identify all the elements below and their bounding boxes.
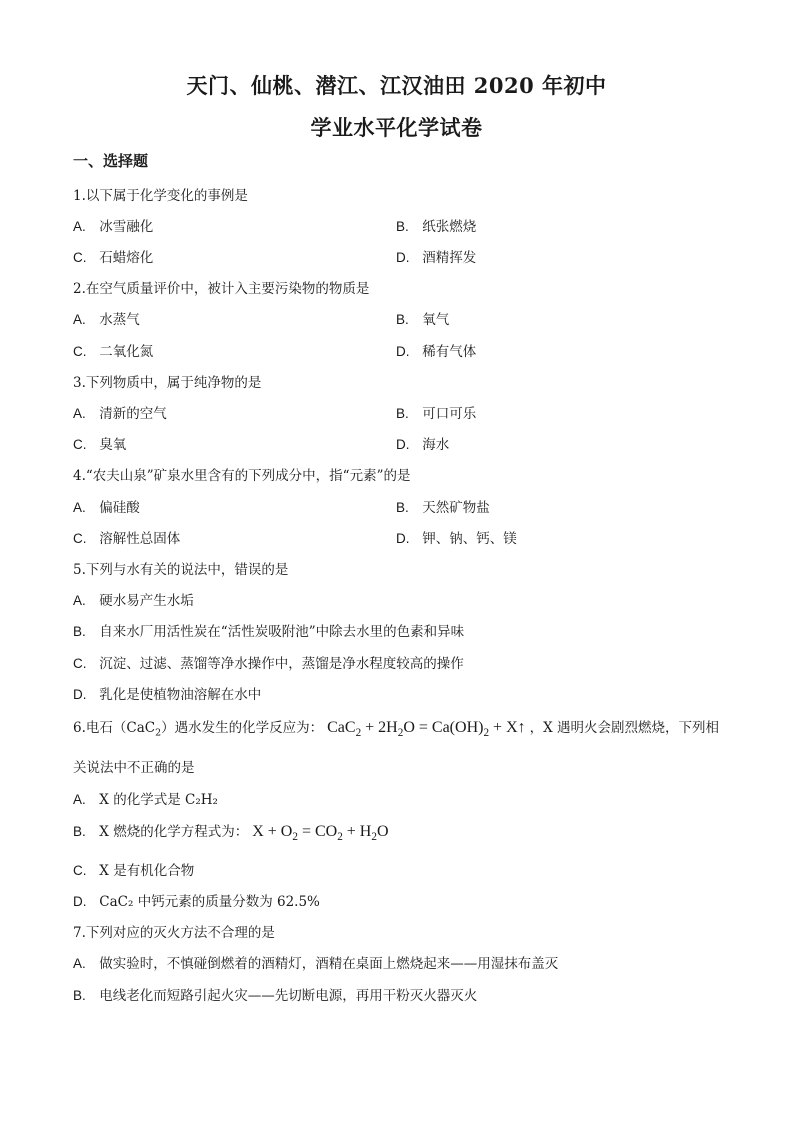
- question-6-option-c: C. X 是有机化合物: [73, 863, 195, 879]
- question-1-option-c: C. 石蜡熔化: [73, 250, 154, 266]
- question-6-option-d: D. CaC₂ 中钙元素的质量分数为 62.5%: [73, 894, 320, 910]
- question-4-option-b: B. 天然矿物盐: [396, 500, 490, 516]
- question-7-option-b: B. 电线老化而短路引起火灾——先切断电源，再用干粉灭火器灭火: [73, 988, 478, 1004]
- question-2-option-a: A. 水蒸气: [73, 312, 140, 328]
- question-4-option-a: A. 偏硅酸: [73, 500, 140, 516]
- question-2-option-c: C. 二氧化氮: [73, 344, 154, 360]
- question-7-stem: 7.下列对应的灭火方法不合理的是: [73, 925, 275, 941]
- question-3-stem: 3.下列物质中，属于纯净物的是: [73, 375, 262, 391]
- combustion-equation: $X + O_2 = CO_2 + H_2O$: [252, 823, 389, 844]
- section-heading: 一、选择题: [73, 152, 149, 170]
- question-1-option-d: D. 酒精挥发: [396, 250, 477, 266]
- question-5-option-b: B. 自来水厂用活性炭在“活性炭吸附池”中除去水里的色素和异味: [73, 624, 465, 640]
- question-5-option-d: D. 乳化是使植物油溶解在水中: [73, 687, 262, 703]
- question-3-option-b: B. 可口可乐: [396, 406, 477, 422]
- question-7-option-a: A. 做实验时，不慎碰倒燃着的酒精灯，酒精在桌面上燃烧起来——用湿抹布盖灭: [73, 956, 559, 972]
- question-3-option-c: C. 臭氧: [73, 437, 127, 453]
- question-1-option-b: B. 纸张燃烧: [396, 219, 477, 235]
- question-1-stem: 1.以下属于化学变化的事例是: [73, 188, 248, 204]
- question-3-option-a: A. 清新的空气: [73, 406, 167, 422]
- question-5-option-c: C. 沉淀、过滤、蒸馏等净水操作中，蒸馏是净水程度较高的操作: [73, 656, 464, 672]
- question-4-stem: 4.“农夫山泉”矿泉水里含有的下列成分中，指“元素”的是: [73, 468, 411, 484]
- exam-title-line1: 天门、仙桃、潜江、江汉油田 2020 年初中: [186, 73, 607, 98]
- question-5-option-a: A. 硬水易产生水垢: [73, 593, 194, 609]
- question-2-option-b: B. 氧气: [396, 312, 450, 328]
- exam-title-line2: 学业水平化学试卷: [310, 115, 483, 140]
- question-1-option-a: A. 冰雪融化: [73, 219, 154, 235]
- question-6-option-b: B. X 燃烧的化学方程式为： $X + O_2 = CO_2 + H_2O$: [73, 823, 389, 844]
- question-6-stem: 6.电石（CaC$_2$）遇水发生的化学反应为： $CaC_2 + 2H_2O = Ca(OH)_2$ + X↑ ，X 遇明火会剧烈燃烧，下列相: [73, 719, 720, 740]
- question-5-stem: 5.下列与水有关的说法中，错误的是: [73, 562, 289, 578]
- question-3-option-d: D. 海水: [396, 437, 450, 453]
- question-4-option-d: D. 钾、钠、钙、镁: [396, 531, 517, 547]
- reaction-equation: $CaC_2 + 2H_2O = Ca(OH)_2$ + X↑: [327, 719, 526, 740]
- question-4-option-c: C. 溶解性总固体: [73, 531, 181, 547]
- question-2-option-d: D. 稀有气体: [396, 344, 477, 360]
- question-6-stem-line2: 关说法中不正确的是: [73, 760, 195, 776]
- question-2-stem: 2.在空气质量评价中，被计入主要污染物的物质是: [73, 281, 370, 297]
- question-6-option-a: A. X 的化学式是 C₂H₂: [73, 792, 218, 808]
